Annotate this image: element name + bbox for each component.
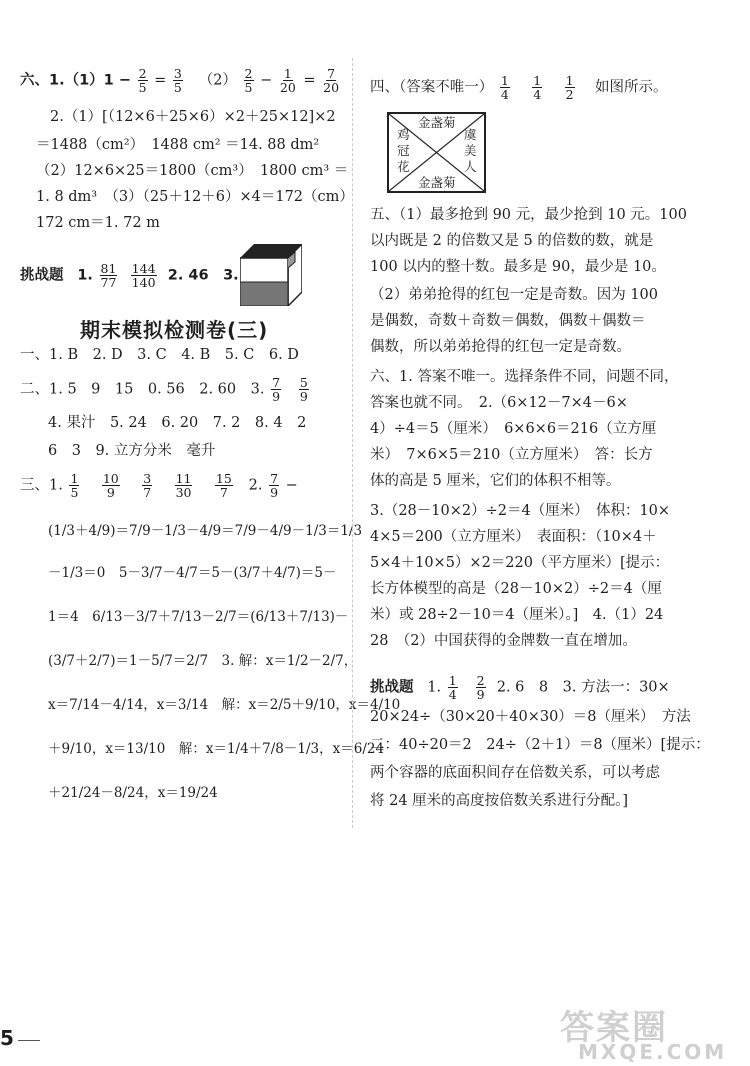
section-five-line1: 五、（1）最多抢到 90 元，最少抢到 10 元。100 (370, 207, 687, 223)
diagram-left-3: 花 (397, 159, 410, 174)
cube-figure (240, 244, 302, 306)
section-six-line11: 28 （2）中国获得的金牌数一直在增加。 (370, 633, 637, 649)
page-number-dash (18, 1040, 40, 1041)
section-five-line4: （2）弟弟抢得的红包一定是奇数。因为 100 (370, 287, 659, 303)
diagram-right-1: 虞 (464, 127, 477, 142)
section-six-line3: 4）÷4＝5（厘米） 6×6×6＝216（立方厘 (370, 421, 657, 437)
answer-six-2-line4: 1. 8 dm³ （3）（25＋12＋6）×4＝172（cm） (36, 189, 354, 205)
diagram-right-3: 人 (464, 159, 477, 174)
right-challenge-line4: 两个容器的底面积间存在倍数关系，可以考虑 (370, 765, 660, 781)
section-six-line5: 体的高是 5 厘米，它们的体积不相等。 (370, 473, 621, 489)
answer-six-2-line3: （2）12×6×25＝1800（cm³） 1800 cm³ ＝ (36, 163, 349, 179)
section-four-line: 四、（答案不唯一） $\frac{1}{4}$ $\frac{1}{4}$ $\frac{1}{2}$ 如图所示。 (370, 73, 668, 102)
answer-six-2-line1: 2.（1）[（12×6＋25×6）×2＋25×12]×2 (50, 109, 336, 125)
section-two-line3: 6 3 9. 立方分米 毫升 (48, 443, 216, 459)
diagram-left-2: 冠 (397, 143, 410, 158)
page-number: 5 (0, 1026, 14, 1050)
right-challenge-line5: 将 24 厘米的高度按倍数关系进行分配。] (370, 793, 629, 809)
section-two-line1: 二、1. 5 9 15 0. 56 2. 60 3. $\frac{7}{9}$ $\frac{5}{9}$ (20, 375, 308, 404)
section-three-line7: ＋9/10，x＝13/10 解：x＝1/4＋7/8－1/3，x＝6/24 (48, 741, 385, 757)
section-three-line4: 1＝4 6/13－3/7＋7/13－2/7＝(6/13＋7/13)－ (48, 609, 349, 625)
challenge-line: 挑战题 1. $\frac{81}{77}$ $\frac{144}{140}$ 2. 46 3. (20, 261, 239, 290)
right-challenge-line2: 20×24÷（30×20＋40×30）＝8（厘米） 方法 (370, 709, 691, 725)
diagram-left-1: 鸡 (397, 127, 410, 142)
right-challenge-line: 挑战题 1. $\frac{1}{4}$ $\frac{2}{9}$ 2. 6 8 3. 方法一：30× (370, 673, 670, 702)
section-three-line3: －1/3＝0 5－3/7－4/7＝5－(3/7＋4/7)＝5－ (48, 565, 337, 581)
section-six-line1: 六、1. 答案不唯一。选择条件不同，问题不同， (370, 369, 679, 385)
right-challenge-label: 挑战题 (370, 679, 414, 696)
watermark-logo: 答案圈 (560, 1008, 668, 1048)
section-three-line1: 三、1. $\frac{1}{5}$ $\frac{10}{9}$ $\frac{3}{7}$ $\frac{11}{30}$ $\frac{15}{7}$ 2. $\frac{7}{9}$ − (20, 471, 298, 500)
section-five-line3: 100 以内的整十数。最多是 90，最少是 10。 (370, 259, 666, 275)
diagram-top-label: 金盏菊 (418, 115, 456, 130)
section-six-line10: 米）或 28÷2－10＝4（厘米）。] 4.（1）24 (370, 607, 664, 623)
column-divider (352, 58, 353, 828)
exam-title: 期末模拟检测卷(三) (80, 318, 269, 342)
section-three-line6: x＝7/14－4/14，x＝3/14 解：x＝2/5＋9/10，x＝4/10 (48, 697, 401, 713)
section-three-line5: (3/7＋2/7)＝1－5/7＝2/7 3. 解：x＝1/2－2/7， (48, 653, 358, 669)
answer-six-2-line5: 172 cm＝1. 72 m (36, 215, 160, 231)
section-six-line8: 5×4＋10×5）×2＝220（平方厘米）[提示： (370, 555, 670, 571)
watermark-url: MXQE.COM (578, 1040, 728, 1064)
section-two-line2: 4. 果汁 5. 24 6. 20 7. 2 8. 4 2 (48, 415, 307, 431)
flower-bed-diagram (387, 112, 486, 193)
diagram-bottom-label: 金盏菊 (418, 175, 456, 190)
section-six-line7: 4×5＝200（立方厘米） 表面积：（10×4＋ (370, 529, 657, 545)
section-one: 一、1. B 2. D 3. C 4. B 5. C 6. D (20, 347, 299, 363)
section-three-line2: (1/3＋4/9)＝7/9－1/3－4/9＝7/9－4/9－1/3＝1/3 (48, 523, 363, 539)
section-six-line4: 米） 7×6×5＝210（立方厘米） 答：长方 (370, 447, 653, 463)
section-five-line2: 以内既是 2 的倍数又是 5 的倍数的数，就是 (370, 233, 654, 249)
section-five-line6: 偶数，所以弟弟抢得的红包一定是奇数。 (370, 339, 631, 355)
right-challenge-line3: 二：40÷20＝2 24÷（2＋1）＝8（厘米）[提示： (370, 737, 710, 753)
answer-six-1: 六、1.（1）1 − $\frac{2}{5}$ = $\frac{3}{5}$ （2） $\frac{2}{5}$ − $\frac{1}{20}$ = $\frac{7}{20}$ (20, 66, 340, 95)
section-six-line6: 3.（28－10×2）÷2＝4（厘米） 体积：10× (370, 503, 671, 519)
section-six-line9: 长方体模型的高是（28－10×2）÷2＝4（厘 (370, 581, 662, 597)
challenge-label: 挑战题 (20, 267, 64, 284)
section-six-line2: 答案也就不同。 2.（6×12－7×4－6× (370, 395, 628, 411)
section-three-line8: ＋21/24－8/24，x＝19/24 (48, 785, 218, 801)
diagram-right-2: 美 (464, 143, 477, 158)
section-five-line5: 是偶数，奇数＋奇数＝偶数，偶数＋偶数＝ (370, 313, 646, 329)
answer-six-2-line2: ＝1488（cm²） 1488 cm² ＝14. 88 dm² (36, 137, 320, 153)
